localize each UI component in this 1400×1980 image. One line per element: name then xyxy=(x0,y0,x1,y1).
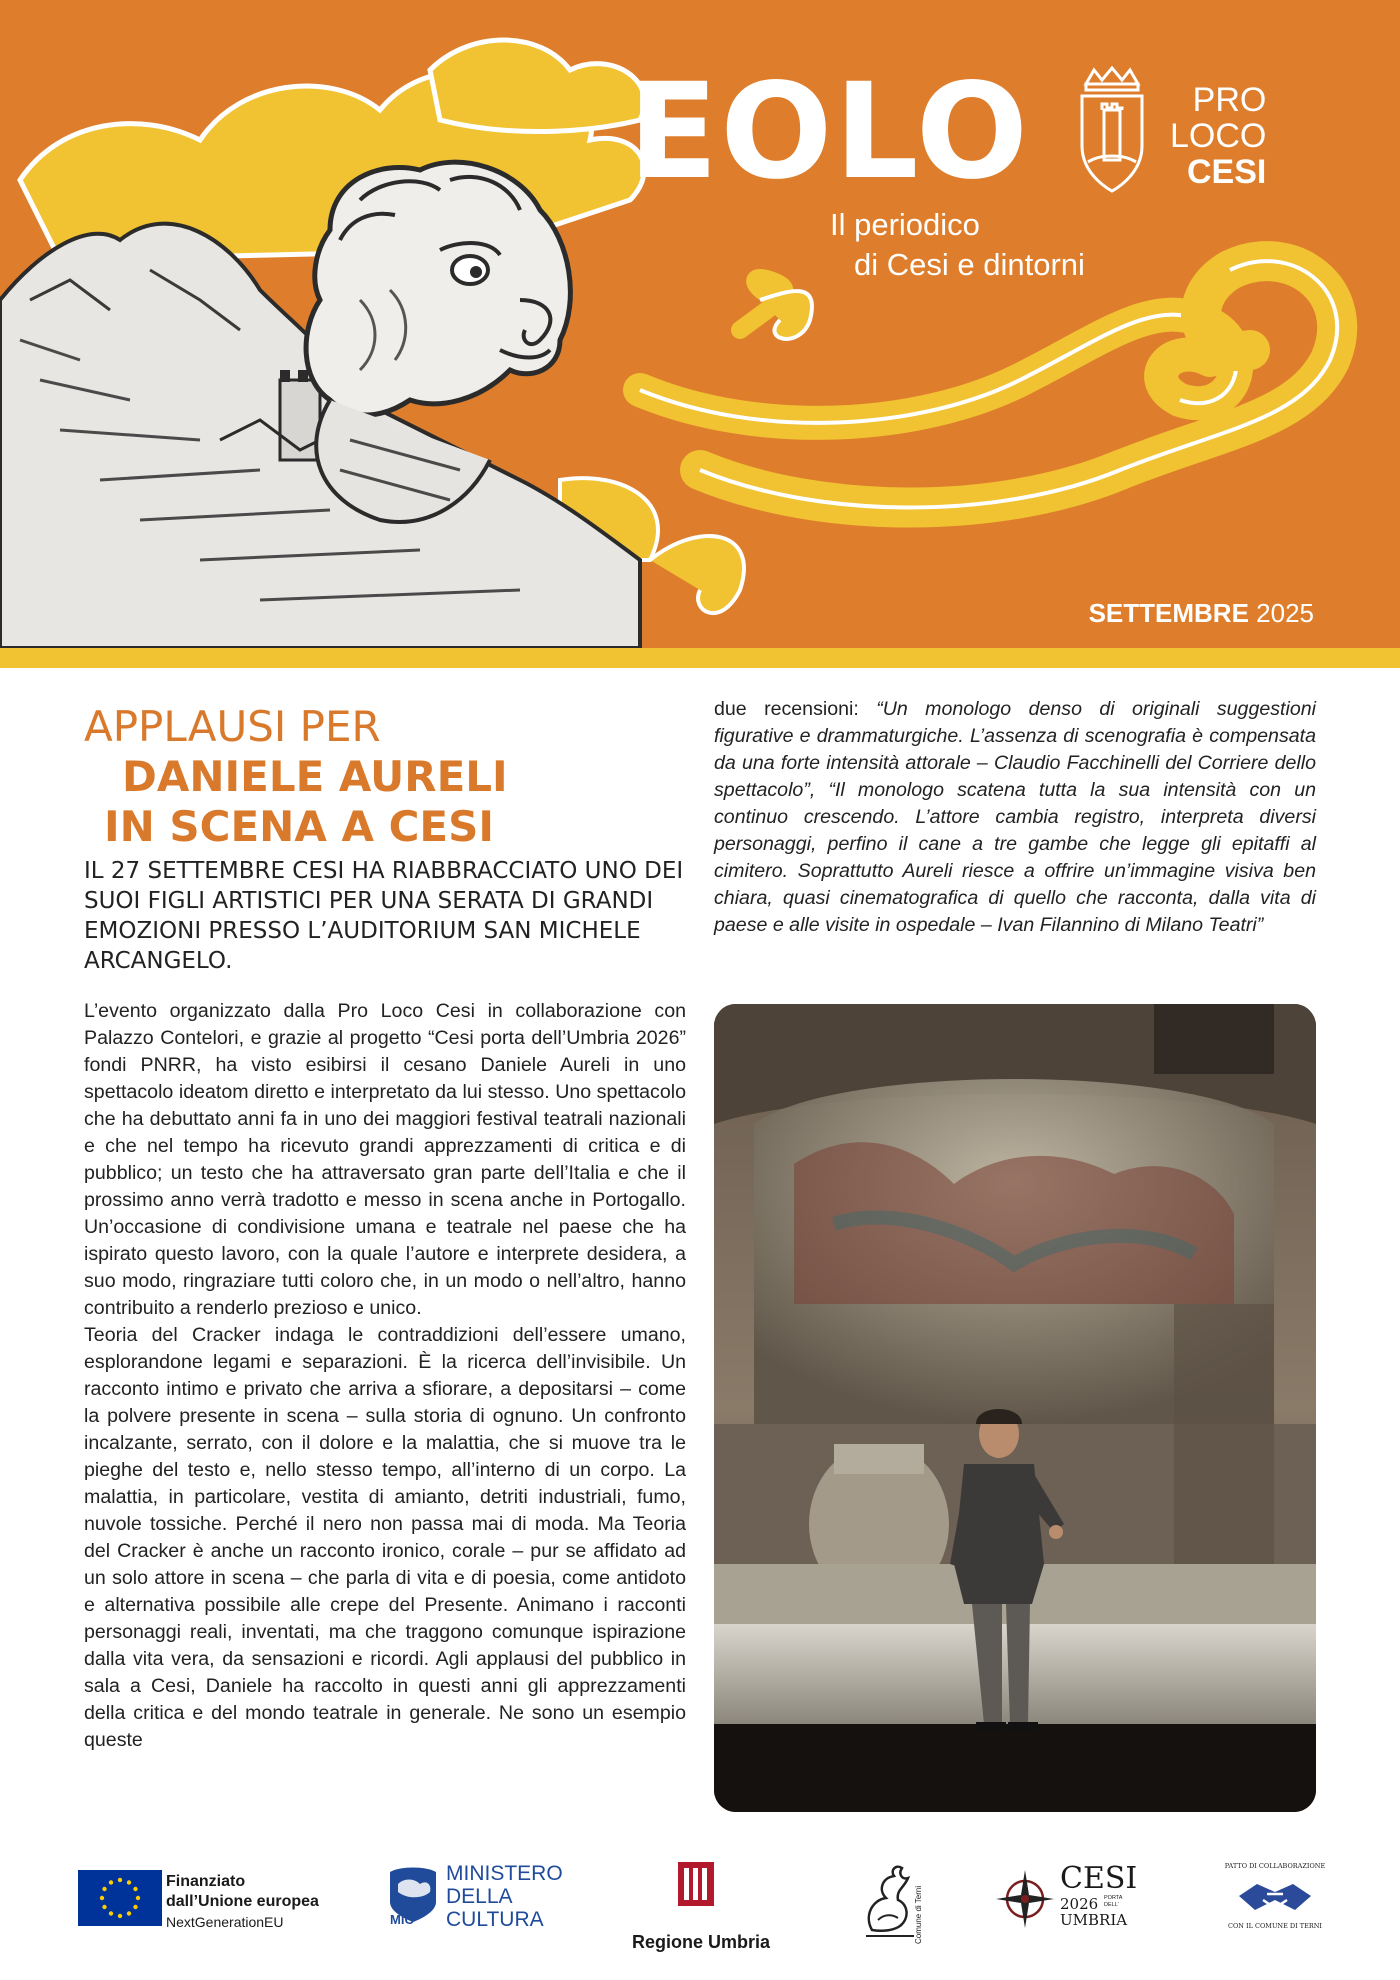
mic-line-2: DELLA xyxy=(446,1885,513,1908)
article-body-right-column xyxy=(714,696,1316,939)
handshake-icon xyxy=(1235,1874,1315,1918)
issue-year: 2025 xyxy=(1256,598,1314,628)
header-divider-strip xyxy=(0,648,1400,668)
cesi-side: PORTA DELL’ xyxy=(1104,1895,1123,1908)
subtitle-line-1: Il periodico xyxy=(830,207,980,242)
pro-loco-crest-icon xyxy=(1072,66,1152,196)
subtitle-line-2: di Cesi e dintorni xyxy=(854,247,1085,282)
pro-loco-wordmark xyxy=(1170,82,1266,190)
patto-line-2: CON IL COMUNE DI TERNI xyxy=(1227,1922,1322,1930)
proloco-line-3: CESI xyxy=(1187,153,1267,191)
umbria-emblem-icon xyxy=(676,1860,716,1908)
terni-dragon-icon xyxy=(858,1860,922,1942)
terni-label: Comune di Terni xyxy=(914,1885,923,1944)
article-paragraph-2: Teoria del Cracker indaga le contraddizioni dell’essere umano, esplorandone legami e separazioni. È la ricerca dell’invisibile. Un racconto intimo e privato che arriva a sfiorare, a depositarsi – come la polvere presente in scena – sulla storia di ognuno. Un confronto incalzante, serrato, con il dolore e la malattia, che si muove tra le pieghe del testo e, nello stesso tempo, all’interno di un corpo. La malattia, in particolare, vestita di amianto, detriti industriali, fumo, nuvole tossiche. Perché il nero non passa mai di moda. Ma Teoria del Cracker è anche un racconto ironico, corale – pur se affidato ad un solo attore in scena – che parla di vita e di poesia, come antidoto e alternativa possibile alle crepe del Presente. Animano i racconti personaggi reali, inventati, ma che traggono comunque ispirazione dalla vita vera, da sensazioni e ricordi. Agli applausi del pubblico in sala a Cesi, Daniele ha raccolto in questi anni gli apprezzamenti della critica e del mondo teatrale in generale. Ne sono un esempio queste xyxy=(84,1324,686,1751)
eu-line-1: Finanziato xyxy=(166,1873,246,1890)
actor-on-stage-image xyxy=(714,1004,1316,1812)
masthead-banner xyxy=(0,0,1400,648)
masthead-subtitle xyxy=(830,205,1085,285)
mic-line-3: CULTURA xyxy=(446,1908,544,1931)
article-headline xyxy=(84,702,508,852)
article-body-left-column xyxy=(84,998,686,1754)
patto-line-1: PATTO DI COLLABORAZIONE xyxy=(1224,1862,1326,1870)
cesi-line-1: CESI xyxy=(1060,1861,1138,1896)
stage-photo xyxy=(714,1004,1316,1812)
headline-line-3: IN SCENA A CESI xyxy=(104,802,494,851)
headline-line-1: APPLAUSI PER xyxy=(84,702,381,751)
cesi-line-3: UMBRIA xyxy=(1060,1911,1128,1929)
sponsor-logos-footer xyxy=(0,1840,1400,1960)
review-quotes: “Un monologo denso di originali suggestioni figurative e drammaturgiche. L’assenza di scenografia è compensata da una forte intensità attorale – Claudio Facchinelli del Corriere dello spettacolo”, “Il monologo scatena tutta la sua intensità con un continuo crescendo. L’attore cambia registro, interpreta diversi personaggi, perfino il cane a tre gambe che legge gli epitaffi al cimitero. Soprattutto Aureli riesce a offrire un’immagine visiva ben chiara, quasi cinematografica di quello che racconta, dalla vita di paese e alle visite in ospedale – Ivan Filannino di Milano Teatri” xyxy=(714,698,1316,936)
eu-line-3: NextGenerationEU xyxy=(166,1914,284,1930)
continuation-intro: due recensioni: xyxy=(714,698,877,720)
eu-flag-icon xyxy=(78,1870,162,1926)
cesi-line-2: 2026 xyxy=(1060,1895,1099,1913)
headline-line-2: DANIELE AURELI xyxy=(122,752,508,801)
article-paragraph-1: L’evento organizzato dalla Pro Loco Cesi in collaborazione con Palazzo Contelori, e grazie al progetto “Cesi porta dell’Umbria 2026” fondi PNRR, ha visto esibirsi il cesano Daniele Aureli in uno spettacolo ideatom diretto e interpretato da lui stesso. Uno spettacolo che ha debuttato anni fa in uno dei maggiori festival teatrali nazionali e che nel tempo ha ricevuto grandi apprezzamenti di critica e di pubblico; un testo che ha attraversato gran parte dell’Italia e che il prossimo anno verrà tradotto e messo in scena anche in Portogallo. Un’occasione di condivisione umana e teatrale nel paese che ha ispirato questo lavoro, con la quale l’autore e interprete desidera, a suo modo, ringraziare tutti coloro che, in un modo o nell’altro, hanno contribuito a renderlo prezioso e unico. xyxy=(84,1000,686,1319)
umbria-label: Regione Umbria xyxy=(632,1932,771,1952)
masthead-title: EOLO xyxy=(628,55,1031,209)
proloco-line-1: PRO xyxy=(1192,81,1267,119)
article-lead: IL 27 SETTEMBRE CESI HA RIABBRACCIATO UNO DEI SUOI FIGLI ARTISTICI PER UNA SERATA DI GRANDI EMOZIONI PRESSO L’AUDITORIUM SAN MICHELE ARCANGELO. xyxy=(84,858,684,974)
eu-line-2: dall’Unione europea xyxy=(166,1893,319,1910)
mic-badge: MiC xyxy=(390,1912,414,1927)
mic-line-1: MINISTERO xyxy=(446,1862,563,1885)
issue-month: SETTEMBRE xyxy=(1088,598,1249,628)
proloco-line-2: LOCO xyxy=(1170,117,1267,155)
issue-date xyxy=(1089,598,1314,629)
compass-rose-icon xyxy=(994,1868,1056,1930)
